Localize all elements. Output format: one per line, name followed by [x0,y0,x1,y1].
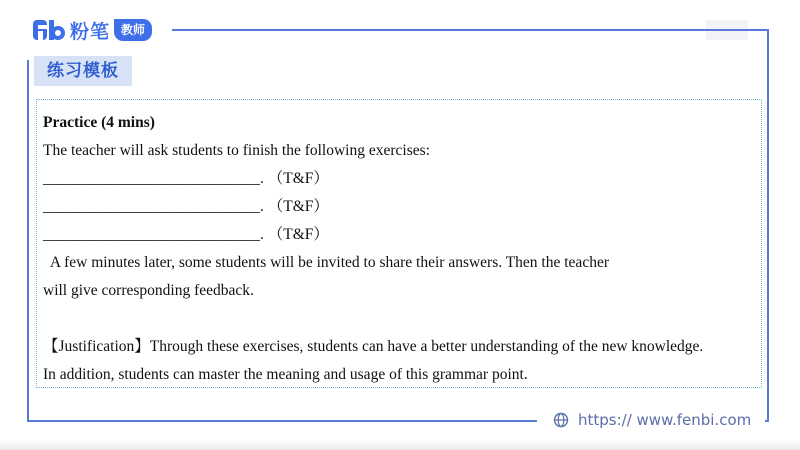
fb-logo-icon [32,18,66,42]
logo-mark-text: Fb [32,18,34,19]
logo-teacher-tag: 教师 [114,19,152,41]
spacer [43,305,761,333]
exercise-line-2: ____________________________. （T&F） [43,198,329,215]
practice-intro: The teacher will ask students to finish the following exercises: [43,142,430,159]
logo-brand-text: 粉笔 [70,20,111,43]
frame-left-line [27,60,29,422]
footer-website[interactable] [553,409,751,431]
practice-content-box [36,99,762,388]
frame-bottom-line-right [765,420,769,422]
frame-bottom-line-left [27,420,537,422]
follow-up-line-2: will give corresponding feedback. [43,282,254,299]
follow-up-line-1: A few minutes later, some students will be invited to share their answers. Then the teacher [43,254,609,271]
bottom-shadow [0,440,800,450]
justification-line-1: 【Justification】Through these exercises, students can have a better understanding of the new knowledge. [43,338,704,355]
frame-right-line [767,29,769,421]
section-title: 练习模板 [34,56,132,86]
fenbi-logo [32,16,152,44]
justification-line-2: In addition, students can master the meaning and usage of this grammar point. [43,366,528,383]
exercise-line-3: ____________________________. （T&F） [43,226,329,243]
footer-url-text[interactable]: https:// www.fenbi.com [578,411,752,429]
frame-top-line [172,29,769,31]
exercise-line-1: ____________________________. （T&F） [43,170,329,187]
practice-title: Practice (4 mins) [43,114,155,131]
globe-icon [553,412,569,428]
